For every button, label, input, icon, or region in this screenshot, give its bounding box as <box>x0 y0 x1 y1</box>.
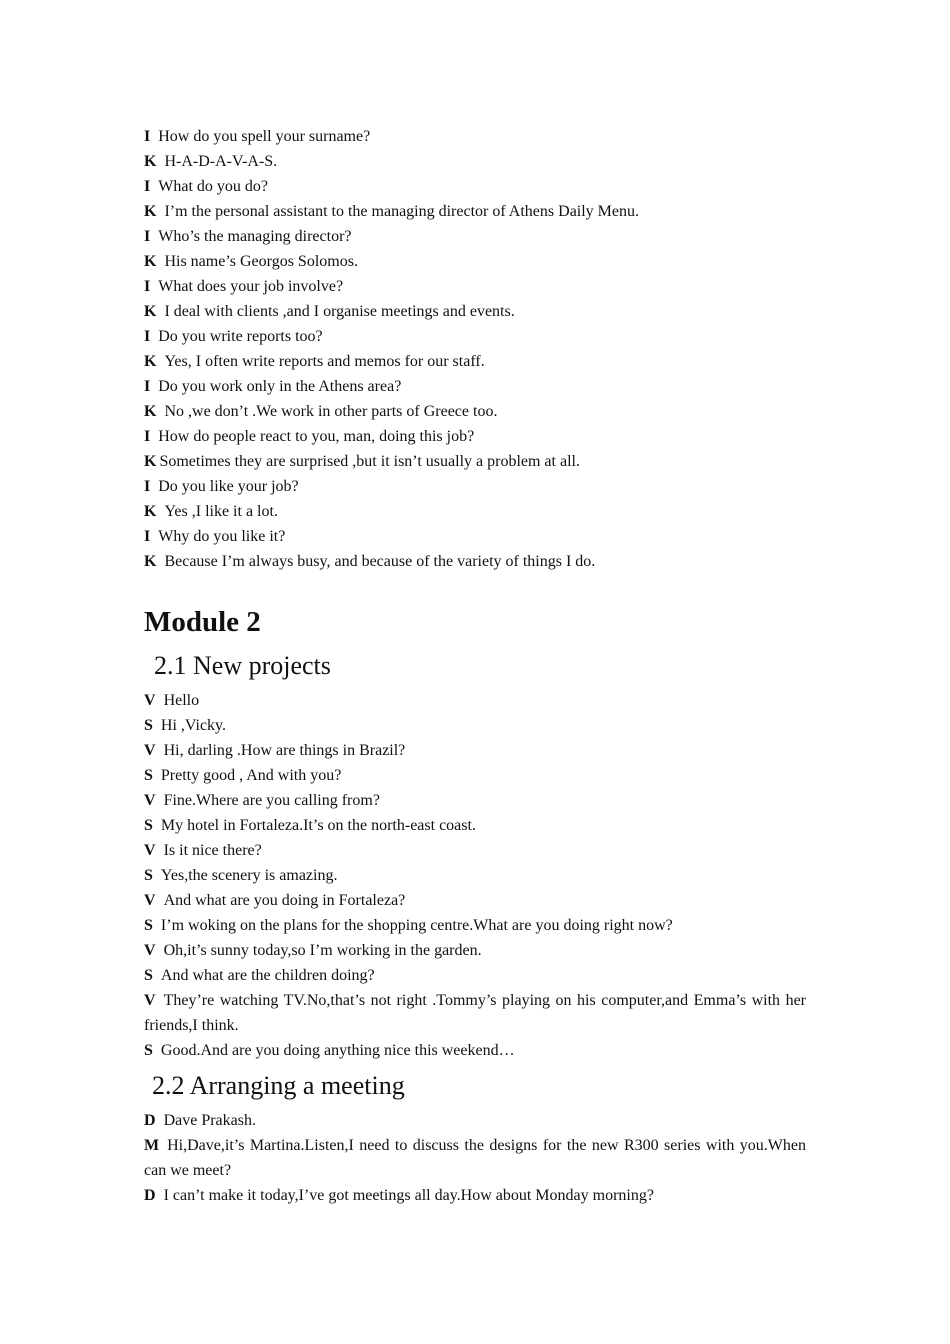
dialogue-line <box>144 199 806 224</box>
speaker-label: I <box>144 278 151 295</box>
dialogue-text: Oh,it’s sunny today,so I’m working in the garden. <box>163 942 482 959</box>
dialogue-line <box>144 938 806 963</box>
speaker-label: V <box>144 992 156 1009</box>
dialogue-line <box>144 1108 806 1133</box>
dialogue-line <box>144 449 806 474</box>
dialogue-line <box>144 1183 806 1208</box>
dialogue-text: Good.And are you doing anything nice this weekend… <box>160 1042 515 1059</box>
dialogue-text: Because I’m always busy, and because of the variety of things I do. <box>164 553 596 570</box>
speaker-label: K <box>144 203 157 220</box>
dialogue-text: I’m the personal assistant to the managing director of Athens Daily Menu. <box>164 203 640 220</box>
speaker-label: S <box>144 1042 153 1059</box>
speaker-label: D <box>144 1187 156 1204</box>
dialogue-text: Hello <box>163 692 200 709</box>
dialogue-text: They’re watching TV.No,that’s not right .Tommy’s playing on his computer,and Emma’s with her friends,I think. <box>144 992 806 1034</box>
dialogue-text: Pretty good , And with you? <box>160 767 342 784</box>
section-2-1-dialogue <box>144 688 806 1063</box>
dialogue-text: Do you work only in the Athens area? <box>158 378 402 395</box>
speaker-label: I <box>144 128 151 145</box>
speaker-label: K <box>144 453 157 470</box>
dialogue-line <box>144 374 806 399</box>
intro-dialogue <box>144 124 806 574</box>
dialogue-text: Sometimes they are surprised ,but it isn’t usually a problem at all. <box>159 453 580 470</box>
speaker-label: V <box>144 892 156 909</box>
speaker-label: V <box>144 942 156 959</box>
speaker-label: I <box>144 228 151 245</box>
dialogue-line <box>144 963 806 988</box>
dialogue-line <box>144 274 806 299</box>
speaker-label: I <box>144 378 151 395</box>
dialogue-text: Hi,Dave,it’s Martina.Listen,I need to discuss the designs for the new R300 series with you.When can we meet? <box>144 1137 806 1179</box>
dialogue-text: How do you spell your surname? <box>158 128 371 145</box>
dialogue-line <box>144 349 806 374</box>
dialogue-line <box>144 424 806 449</box>
speaker-label: I <box>144 528 151 545</box>
speaker-label: K <box>144 403 157 420</box>
dialogue-text: How do people react to you, man, doing this job? <box>158 428 475 445</box>
speaker-label: I <box>144 178 151 195</box>
dialogue-line <box>144 688 806 713</box>
speaker-label: V <box>144 742 156 759</box>
speaker-label: S <box>144 717 153 734</box>
dialogue-line <box>144 549 806 574</box>
dialogue-text: I deal with clients ,and I organise meetings and events. <box>164 303 515 320</box>
dialogue-text: Hi ,Vicky. <box>160 717 227 734</box>
dialogue-line <box>144 863 806 888</box>
speaker-label: V <box>144 792 156 809</box>
speaker-label: S <box>144 917 153 934</box>
speaker-label: K <box>144 253 157 270</box>
speaker-label: V <box>144 692 156 709</box>
dialogue-line <box>144 524 806 549</box>
dialogue-line <box>144 499 806 524</box>
dialogue-text: Yes ,I like it a lot. <box>164 503 278 520</box>
dialogue-line <box>144 763 806 788</box>
document-page <box>144 124 806 1208</box>
dialogue-text: His name’s Georgos Solomos. <box>164 253 358 270</box>
speaker-label: I <box>144 478 151 495</box>
speaker-label: K <box>144 303 157 320</box>
dialogue-text: And what are the children doing? <box>160 967 375 984</box>
speaker-label: K <box>144 153 157 170</box>
dialogue-text: Is it nice there? <box>163 842 262 859</box>
dialogue-line <box>144 988 806 1038</box>
dialogue-line <box>144 838 806 863</box>
speaker-label: S <box>144 817 153 834</box>
speaker-label: K <box>144 553 157 570</box>
section-title: 2.1 New projects <box>154 651 331 680</box>
speaker-label: K <box>144 353 157 370</box>
dialogue-text: Do you like your job? <box>158 478 299 495</box>
dialogue-text: No ,we don’t .We work in other parts of Greece too. <box>164 403 498 420</box>
section-title: 2.2 Arranging a meeting <box>152 1071 405 1100</box>
dialogue-text: What do you do? <box>158 178 268 195</box>
dialogue-line <box>144 888 806 913</box>
dialogue-line <box>144 149 806 174</box>
dialogue-line <box>144 1038 806 1063</box>
dialogue-text: Hi, darling .How are things in Brazil? <box>163 742 406 759</box>
dialogue-text: Yes, I often write reports and memos for our staff. <box>164 353 485 370</box>
dialogue-text: Why do you like it? <box>158 528 286 545</box>
dialogue-line <box>144 174 806 199</box>
speaker-label: I <box>144 328 151 345</box>
speaker-label: S <box>144 867 153 884</box>
dialogue-text: Do you write reports too? <box>158 328 323 345</box>
dialogue-line <box>144 324 806 349</box>
dialogue-text: I can’t make it today,I’ve got meetings all day.How about Monday morning? <box>163 1187 654 1204</box>
dialogue-line <box>144 788 806 813</box>
dialogue-line <box>144 249 806 274</box>
dialogue-text: What does your job involve? <box>158 278 344 295</box>
dialogue-line <box>144 124 806 149</box>
dialogue-line <box>144 738 806 763</box>
speaker-label: D <box>144 1112 156 1129</box>
dialogue-line <box>144 474 806 499</box>
speaker-label: S <box>144 967 153 984</box>
dialogue-line <box>144 399 806 424</box>
speaker-label: M <box>144 1137 160 1154</box>
speaker-label: V <box>144 842 156 859</box>
module-title: Module 2 <box>144 606 261 638</box>
dialogue-line <box>144 813 806 838</box>
dialogue-text: Fine.Where are you calling from? <box>163 792 380 809</box>
dialogue-text: Dave Prakash. <box>163 1112 256 1129</box>
dialogue-text: Who’s the managing director? <box>158 228 352 245</box>
section-2-2-dialogue <box>144 1108 806 1208</box>
dialogue-text: And what are you doing in Fortaleza? <box>163 892 406 909</box>
dialogue-text: My hotel in Fortaleza.It’s on the north-east coast. <box>160 817 476 834</box>
speaker-label: K <box>144 503 157 520</box>
dialogue-line <box>144 299 806 324</box>
dialogue-text: Yes,the scenery is amazing. <box>160 867 338 884</box>
speaker-label: I <box>144 428 151 445</box>
speaker-label: S <box>144 767 153 784</box>
dialogue-line <box>144 224 806 249</box>
dialogue-text: I’m woking on the plans for the shopping centre.What are you doing right now? <box>160 917 673 934</box>
dialogue-line <box>144 913 806 938</box>
dialogue-line <box>144 713 806 738</box>
dialogue-line <box>144 1133 806 1183</box>
dialogue-text: H-A-D-A-V-A-S. <box>164 153 278 170</box>
